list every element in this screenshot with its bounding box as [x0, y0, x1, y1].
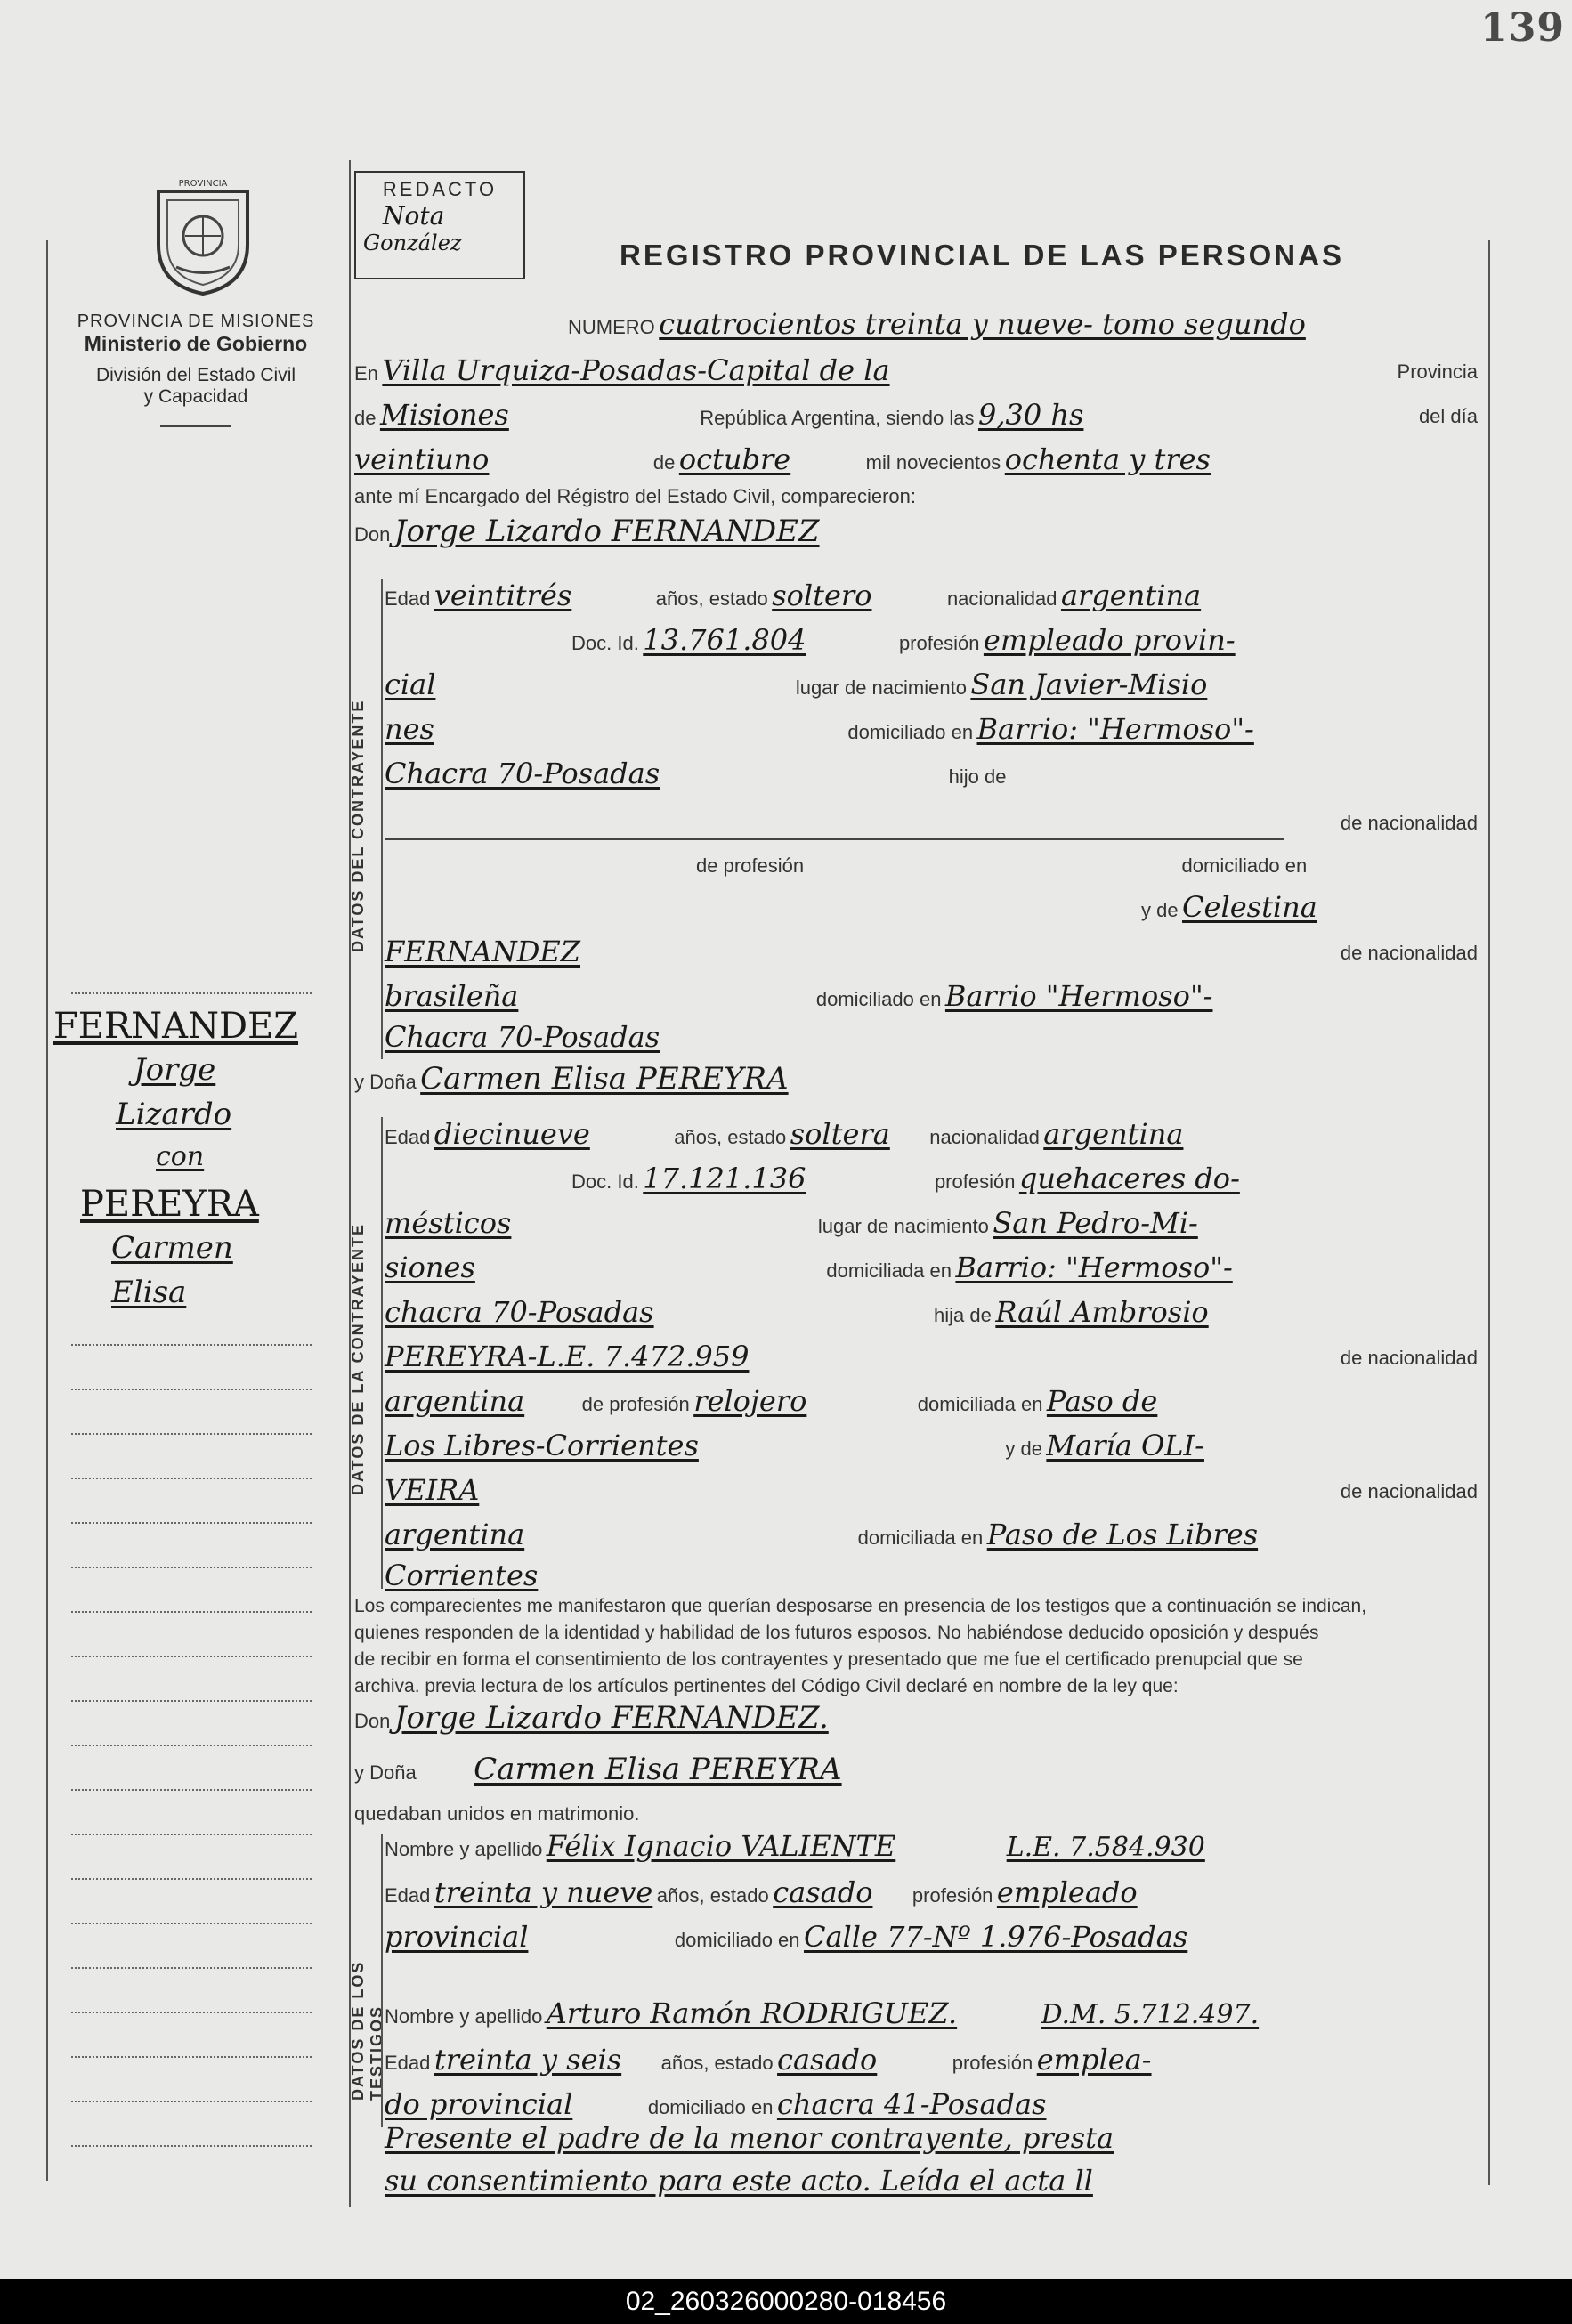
declaration-dona — [354, 1752, 842, 1787]
margin-name-2b: Elisa — [111, 1275, 187, 1310]
svg-text:PROVINCIA: PROVINCIA — [178, 179, 228, 189]
t1-profesion-label: profesión — [912, 1884, 993, 1907]
declaration-don-label: Don — [354, 1710, 391, 1732]
estado-value-f: soltera — [790, 1117, 890, 1151]
domicilio-label: domiciliado en — [847, 721, 974, 743]
margin-name-2a: Carmen — [111, 1230, 233, 1266]
t1-anos-label: años, estado — [656, 1884, 769, 1907]
t2-nombre-label: Nombre y apellido — [385, 2005, 543, 2028]
t2-profesion: emplea- — [1036, 2043, 1152, 2077]
t1-estado: casado — [773, 1875, 873, 1909]
page-number: 139 — [1480, 5, 1565, 51]
domicilio-label-f: domiciliada en — [826, 1259, 952, 1282]
de-nacionalidad-label: de nacionalidad — [1340, 812, 1478, 834]
anos-estado-label: años, estado — [655, 587, 768, 610]
margin-column — [0, 0, 349, 2279]
madre-nac-value: brasileña — [385, 979, 519, 1013]
de-label: de — [354, 407, 377, 429]
de-nacionalidad-label-f: de nacionalidad — [1340, 1347, 1478, 1369]
year-value: ochenta y tres — [1004, 442, 1211, 476]
edad-label-f: Edad — [385, 1126, 431, 1148]
ante-text: ante mí Encargado del Régistro del Estado Civil, comparecieron: — [354, 485, 916, 507]
numero-label: NUMERO — [568, 316, 655, 338]
lugar-value-f-2: siones — [385, 1251, 475, 1284]
estado-value: soltero — [772, 579, 872, 612]
de-nacionalidad-label-2: de nacionalidad — [1340, 942, 1478, 964]
republica-label: República Argentina, siendo las — [700, 407, 975, 429]
domicilio-value-f: Barrio: "Hermoso"- — [955, 1251, 1233, 1284]
day-value: veintiuno — [354, 442, 490, 476]
nacionalidad-label: nacionalidad — [946, 587, 1057, 610]
de-profesion-label: de profesión — [696, 854, 805, 877]
paragraph-line-2: quienes responden de la identidad y habilidad de los futuros esposos. No habiéndose deducido oposición y después — [354, 1623, 1319, 1643]
month-value: octubre — [678, 442, 791, 476]
t1-nombre-label: Nombre y apellido — [385, 1838, 543, 1860]
padre-dom-value: Paso de — [1046, 1384, 1158, 1418]
contrayente-label: DATOS DEL CONTRAYENTE — [349, 699, 367, 952]
domiciliado-en-label: domiciliado en — [1181, 854, 1308, 877]
declaration-dona-label: y Doña — [354, 1761, 417, 1784]
de-nacionalidad-label-f-2: de nacionalidad — [1340, 1480, 1478, 1502]
declaration-dona-name: Carmen Elisa PEREYRA — [474, 1752, 842, 1787]
t2-profesion-label: profesión — [952, 2052, 1033, 2074]
profesion-value-f: quehaceres do- — [1018, 1162, 1240, 1195]
capacity-label: y Capacidad — [143, 386, 248, 407]
y-de-label-f: y de — [1005, 1437, 1042, 1460]
footer-id: 02_260326000280-018456 — [0, 2279, 1572, 2324]
anos-estado-label-f: años, estado — [674, 1126, 787, 1148]
province-value: Misiones — [379, 398, 509, 432]
doc-label: Doc. Id. — [571, 632, 639, 654]
redacto-box — [354, 171, 525, 279]
paragraph-line-3: de recibir en forma el consentimiento de los contrayentes y presentado que me fue el certificado prenupcial que se — [354, 1649, 1303, 1670]
edad-label: Edad — [385, 587, 431, 610]
hijo-label: hijo de — [948, 765, 1007, 788]
padre-prof-value: relojero — [693, 1384, 807, 1418]
don-label: Don — [354, 523, 391, 546]
margin-surname-1: FERNANDEZ — [53, 1006, 299, 1047]
t2-profesion-2: do provincial — [385, 2087, 573, 2121]
profesion-value: empleado provin- — [983, 623, 1236, 657]
madre-value-f: María OLI- — [1046, 1429, 1204, 1462]
mil-label: mil novecientos — [865, 451, 1001, 474]
margin-name-1b: Lizardo — [116, 1097, 232, 1132]
right-rule — [1488, 240, 1490, 2185]
doc-value-f: 17.121.136 — [643, 1162, 806, 1195]
doc-label-f: Doc. Id. — [571, 1170, 639, 1193]
groom-name: Jorge Lizardo FERNANDEZ — [393, 514, 820, 549]
note-line-2: su consentimiento para este acto. Leída el acta ll — [385, 2164, 1093, 2198]
domicilio-value-2: Chacra 70-Posadas — [385, 757, 660, 790]
padre-value-2: PEREYRA-L.E. 7.472.959 — [385, 1340, 750, 1373]
province-label: PROVINCIA DE MISIONES — [77, 312, 315, 331]
hour-value: 9,30 hs — [977, 398, 1084, 432]
padre-dom-value-2: Los Libres-Corrientes — [385, 1429, 699, 1462]
nacionalidad-label-f: nacionalidad — [929, 1126, 1040, 1148]
domicilio-value-f-2: chacra 70-Posadas — [385, 1295, 654, 1329]
t2-nombre: Arturo Ramón RODRIGUEZ. — [546, 1996, 958, 2030]
t1-dom-label: domiciliado en — [674, 1929, 800, 1951]
madre-dom-value-f: Paso de Los Libres — [986, 1518, 1259, 1551]
domicilio-value: Barrio: "Hermoso"- — [976, 712, 1254, 746]
profesion-label-f: profesión — [934, 1170, 1016, 1193]
t2-anos-label: años, estado — [660, 2052, 774, 2074]
lugar-value-f: San Pedro-Mi- — [993, 1206, 1198, 1240]
paragraph-line-1: Los comparecientes me manifestaron que querían desposarse en presencia de los testigos que a continuación se indican, — [354, 1596, 1367, 1616]
provincia-label: Provincia — [1397, 360, 1478, 383]
en-label: En — [354, 362, 378, 385]
t1-nombre: Félix Ignacio VALIENTE — [546, 1829, 896, 1863]
t2-domicilio: chacra 41-Posadas — [776, 2087, 1047, 2121]
t1-edad: treinta y nueve — [434, 1875, 653, 1909]
madre-dom-label: domiciliado en — [815, 988, 942, 1010]
madre-dom-value-f-2: Corrientes — [385, 1559, 539, 1592]
de-label-2: de — [652, 451, 676, 474]
profesion-label: profesión — [898, 632, 980, 654]
t1-profesion: empleado — [996, 1875, 1138, 1909]
bride-name: Carmen Elisa PEREYRA — [420, 1061, 789, 1097]
madre-dom-value-2: Chacra 70-Posadas — [385, 1020, 660, 1054]
ministry-label: Ministerio de Gobierno — [84, 332, 308, 355]
madre-dom-value: Barrio "Hermoso"- — [944, 979, 1213, 1013]
nacionalidad-value-f: argentina — [1043, 1117, 1184, 1151]
padre-nac-value: argentina — [385, 1384, 525, 1418]
y-de-label: y de — [1141, 899, 1179, 921]
t1-edad-label: Edad — [385, 1884, 431, 1907]
profesion-value-f-2: mésticos — [385, 1206, 512, 1240]
declaration-don — [354, 1700, 829, 1736]
lugar-label-f: lugar de nacimiento — [817, 1215, 989, 1237]
document-title: REGISTRO PROVINCIAL DE LAS PERSONAS — [620, 239, 1344, 271]
margin-surname-2: PEREYRA — [80, 1184, 259, 1225]
declaration-don-name: Jorge Lizardo FERNANDEZ. — [393, 1700, 829, 1736]
madre-value-f-2: VEIRA — [385, 1473, 480, 1507]
place-value: Villa Urquiza-Posadas-Capital de la — [382, 353, 890, 387]
t1-profesion-2: provincial — [385, 1920, 529, 1954]
madre-value-2: FERNANDEZ — [385, 935, 581, 968]
madre-value: Celestina — [1182, 890, 1317, 924]
lugar-value-2: nes — [385, 712, 434, 746]
hija-label: hija de — [934, 1304, 992, 1326]
note-line-1: Presente el padre de la menor contrayente, presta — [385, 2121, 1114, 2155]
doc-value: 13.761.804 — [643, 623, 806, 657]
dona-row — [354, 1061, 789, 1097]
del-dia-label: del día — [1418, 405, 1478, 427]
t1-doc: L.E. 7.584.930 — [1006, 1832, 1205, 1863]
madre-dom-label-f: domiciliada en — [857, 1526, 984, 1549]
numero-value: cuatrocientos treinta y nueve- tomo segundo — [659, 307, 1306, 341]
nacionalidad-value: argentina — [1060, 579, 1202, 612]
redacto-line2: González — [363, 231, 462, 255]
t2-edad: treinta y seis — [434, 2043, 622, 2077]
padre-value: Raúl Ambrosio — [995, 1295, 1209, 1329]
edad-value-f: diecinueve — [434, 1117, 590, 1151]
t2-dom-label: domiciliado en — [647, 2096, 774, 2118]
division-label: División del Estado Civil — [95, 365, 296, 385]
paragraph-line-4: archiva. previa lectura de los artículos pertinentes del Código Civil declaré en nombre de la ley que: — [354, 1676, 1179, 1696]
legal-paragraph — [354, 1593, 1485, 1700]
redacto-line1: Nota — [383, 201, 445, 231]
domiciliada-en-label-f: domiciliada en — [917, 1393, 1043, 1415]
margin-con: con — [156, 1141, 205, 1172]
t1-domicilio: Calle 77-Nº 1.976-Posadas — [803, 1920, 1188, 1954]
redacto-label: REDACTO — [382, 178, 498, 200]
t2-estado: casado — [777, 2043, 878, 2077]
t2-doc: D.M. 5.712.497. — [1041, 1999, 1260, 2030]
dona-label: y Doña — [354, 1071, 417, 1093]
edad-value: veintitrés — [434, 579, 572, 612]
testigos-label: DATOS DE LOS TESTIGOS — [349, 1960, 385, 2101]
lugar-label: lugar de nacimiento — [795, 676, 967, 699]
lugar-value: San Javier-Misio — [970, 668, 1208, 701]
de-profesion-label-f: de profesión — [581, 1393, 690, 1415]
madre-nac-value-f: argentina — [385, 1518, 525, 1551]
profesion-value-2: cial — [385, 668, 436, 701]
t2-edad-label: Edad — [385, 2052, 431, 2074]
margin-name-1a: Jorge — [134, 1052, 216, 1088]
contrayenta-label: DATOS DE LA CONTRAYENTE — [349, 1222, 367, 1495]
unidos-text: quedaban unidos en matrimonio. — [354, 1802, 640, 1825]
